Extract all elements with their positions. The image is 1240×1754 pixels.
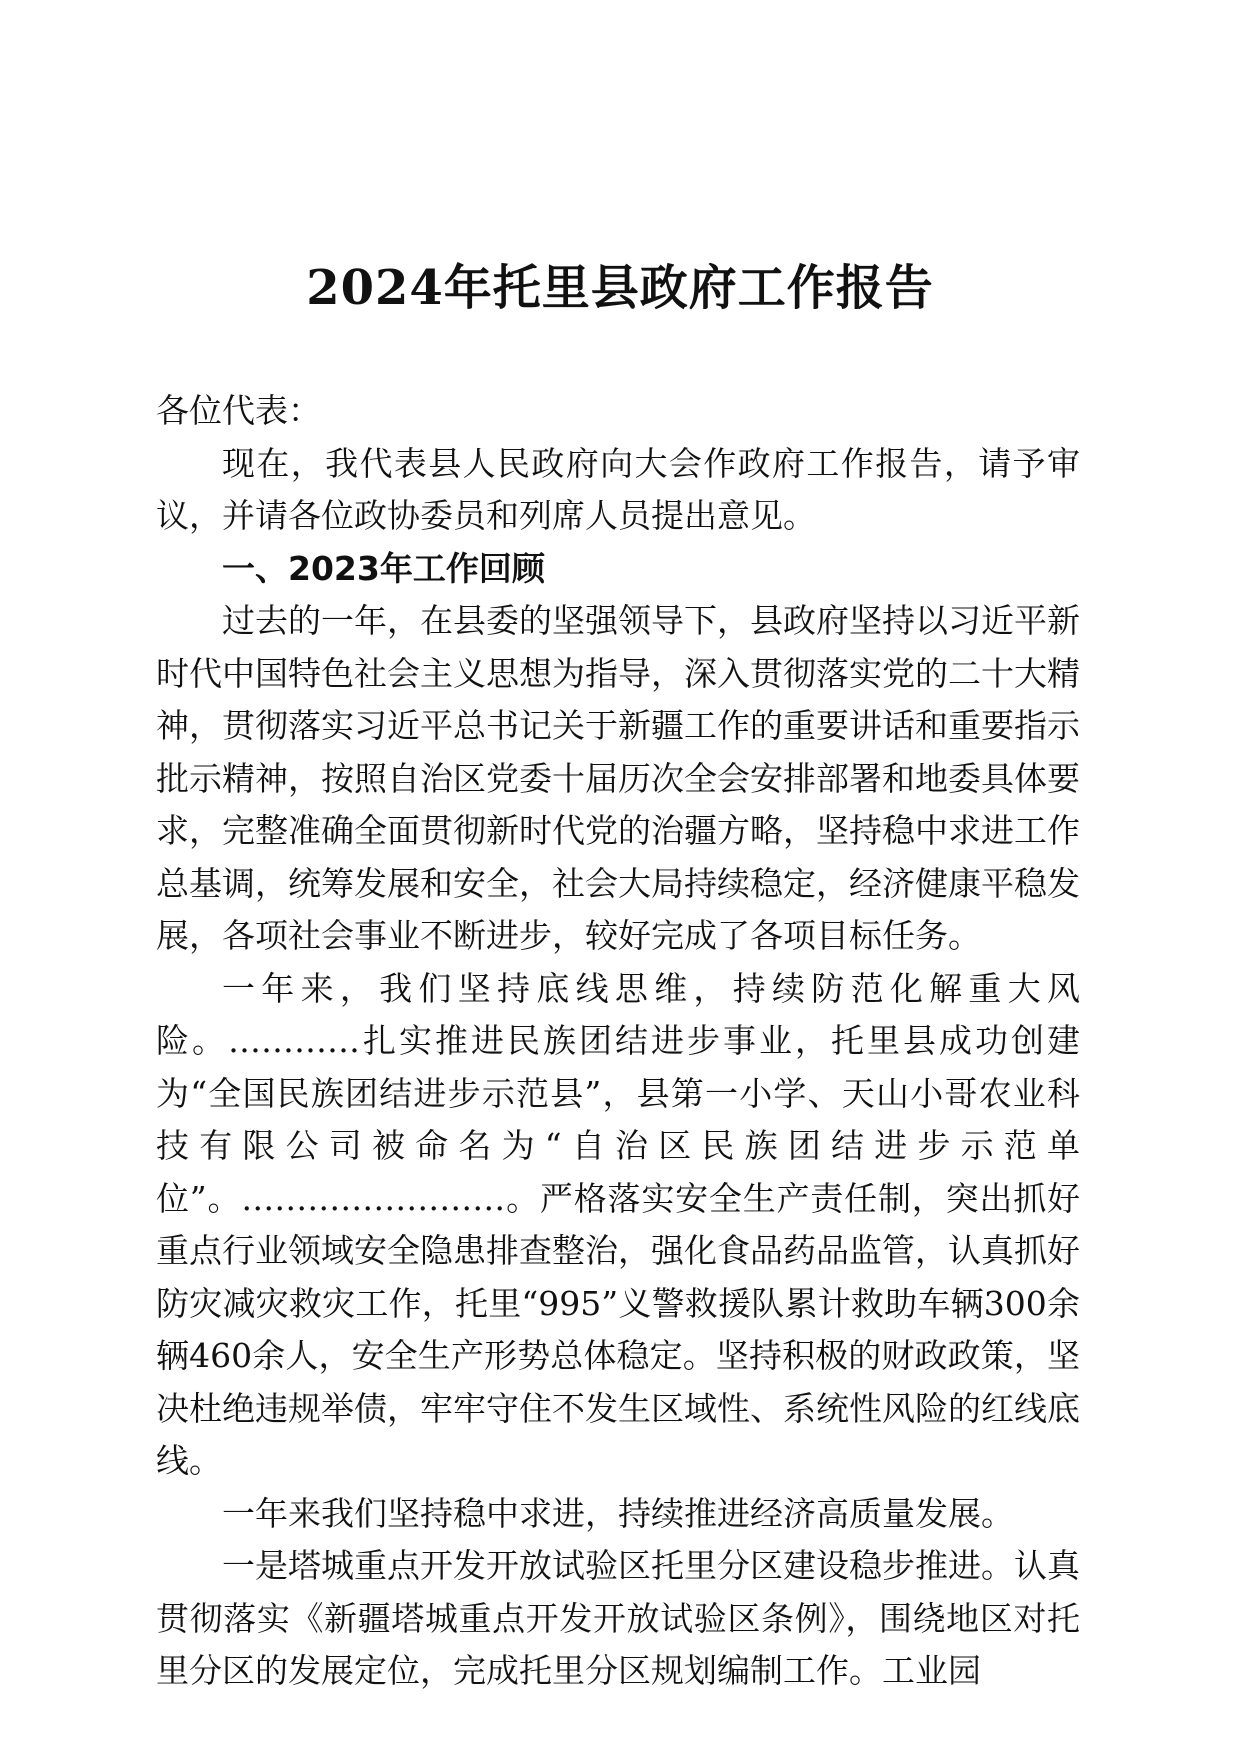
document-title: 2024年托里县政府工作报告	[306, 260, 934, 316]
paragraph-economic-development: 一年来我们坚持稳中求进，持续推进经济高质量发展。	[222, 1493, 1014, 1533]
document-body	[156, 385, 1080, 1698]
intro-paragraph: 现在，我代表县人民政府向大会作政府工作报告，请予审议，并请各位政协委员和列席人员提出意见。	[156, 443, 1080, 535]
paragraph-pilot-zone: 一是塔城重点开发开放试验区托里分区建设稳步推进。认真贯彻落实《新疆塔城重点开发开放试验区条例》，围绕地区对托里分区的发展定位，完成托里分区规划编制工作。工业园	[156, 1546, 1080, 1690]
salutation: 各位代表：	[156, 391, 321, 430]
paragraph-risk-prevention: 一年来，我们坚持底线思维，持续防范化解重大风险。…………扎实推进民族团结进步事业，托里县成功创建为“全国民族团结进步示范县”，县第一小学、天山小哥农业科技有限公司被命名为“自治区民族团结进步示范单位”。……………………。严格落实安全生产责任制，突出抓好重点行业领域安全隐患排查整治，强化食品药品监管，认真抓好防灾减灾救灾工作，托里“995”义警救援队累计救助车辆300余辆460余人，安全生产形势总体稳定。坚持积极的财政政策，坚决杜绝违规举债，牢牢守住不发生区域性、系统性风险的红线底线。	[156, 968, 1080, 1480]
section-heading-work-review: 一、2023年工作回顾	[222, 548, 545, 588]
paragraph-overview: 过去的一年，在县委的坚强领导下，县政府坚持以习近平新时代中国特色社会主义思想为指导，深入贯彻落实党的二十大精神，贯彻落实习近平总书记关于新疆工作的重要讲话和重要指示批示精神，按照自治区党委十届历次全会安排部署和地委具体要求，完整准确全面贯彻新时代党的治疆方略，坚持稳中求进工作总基调，统筹发展和安全，社会大局持续稳定，经济健康平稳发展，各项社会事业不断进步，较好完成了各项目标任务。	[156, 601, 1080, 955]
